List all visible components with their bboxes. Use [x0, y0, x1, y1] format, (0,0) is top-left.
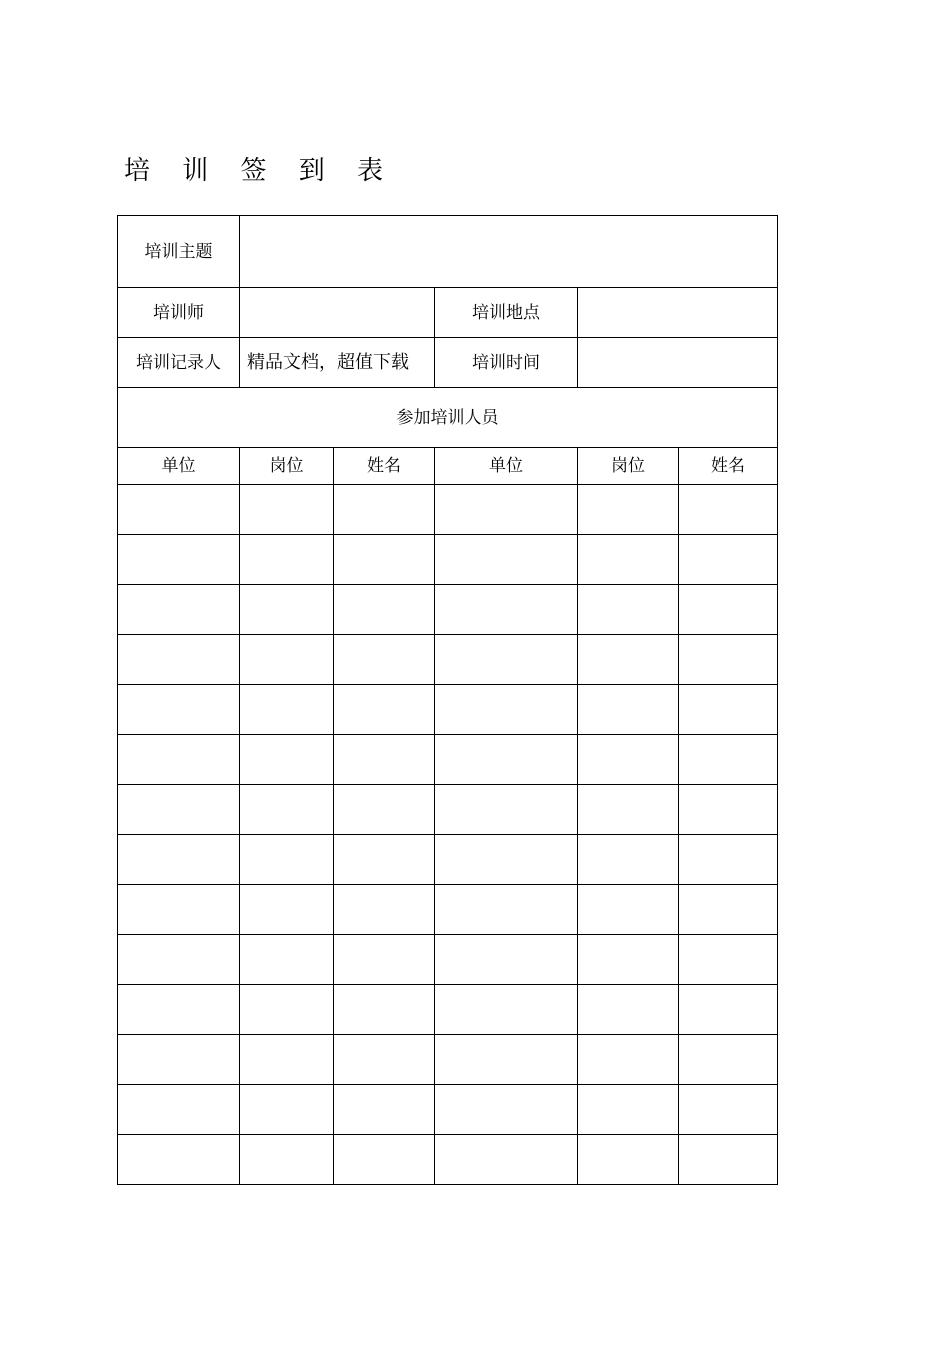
recorder-label: 培训记录人 — [118, 338, 240, 388]
participant-cell[interactable] — [118, 785, 240, 835]
participant-cell[interactable] — [240, 835, 334, 885]
topic-field[interactable] — [240, 216, 778, 288]
participant-cell[interactable] — [118, 585, 240, 635]
participant-cell[interactable] — [578, 1085, 679, 1135]
participants-header-row — [118, 448, 778, 485]
participant-cell[interactable] — [578, 785, 679, 835]
participant-cell[interactable] — [334, 1035, 435, 1085]
participant-cell[interactable] — [578, 835, 679, 885]
participant-cell[interactable] — [435, 685, 578, 735]
column-header: 姓名 — [334, 448, 435, 485]
participant-cell[interactable] — [679, 1035, 778, 1085]
participant-row — [118, 1135, 778, 1185]
participant-cell[interactable] — [240, 785, 334, 835]
participant-cell[interactable] — [435, 1135, 578, 1185]
participant-row — [118, 885, 778, 935]
participant-cell[interactable] — [435, 985, 578, 1035]
participant-row — [118, 935, 778, 985]
participant-row — [118, 685, 778, 735]
participant-cell[interactable] — [118, 485, 240, 535]
participant-cell[interactable] — [435, 485, 578, 535]
participant-row — [118, 985, 778, 1035]
participant-cell[interactable] — [118, 735, 240, 785]
topic-label: 培训主题 — [118, 216, 240, 288]
participant-row — [118, 485, 778, 535]
participant-cell[interactable] — [334, 735, 435, 785]
time-field[interactable] — [578, 338, 778, 388]
participant-cell[interactable] — [679, 735, 778, 785]
column-header: 姓名 — [679, 448, 778, 485]
participant-row — [118, 1085, 778, 1135]
participant-cell[interactable] — [240, 985, 334, 1035]
recorder-row — [118, 338, 778, 388]
participant-cell[interactable] — [118, 635, 240, 685]
participant-cell[interactable] — [435, 635, 578, 685]
participant-cell[interactable] — [679, 685, 778, 735]
participants-heading-row — [118, 388, 778, 448]
participant-cell[interactable] — [578, 535, 679, 585]
participant-cell[interactable] — [679, 1135, 778, 1185]
participant-row — [118, 635, 778, 685]
participant-cell[interactable] — [679, 985, 778, 1035]
participant-cell[interactable] — [679, 635, 778, 685]
sign-in-table — [117, 215, 778, 1185]
column-header: 单位 — [435, 448, 578, 485]
participant-cell[interactable] — [578, 985, 679, 1035]
participant-cell[interactable] — [334, 1085, 435, 1135]
participant-cell[interactable] — [118, 535, 240, 585]
participant-cell[interactable] — [240, 635, 334, 685]
participant-cell[interactable] — [118, 1135, 240, 1185]
trainer-field[interactable] — [240, 288, 435, 338]
participant-cell[interactable] — [435, 1035, 578, 1085]
participant-cell[interactable] — [679, 485, 778, 535]
participant-cell[interactable] — [435, 735, 578, 785]
participant-cell[interactable] — [118, 985, 240, 1035]
participant-cell[interactable] — [578, 485, 679, 535]
trainer-label: 培训师 — [118, 288, 240, 338]
participant-cell[interactable] — [435, 885, 578, 935]
topic-row — [118, 216, 778, 288]
participant-cell[interactable] — [334, 635, 435, 685]
participant-cell[interactable] — [118, 835, 240, 885]
participant-cell[interactable] — [118, 885, 240, 935]
participant-cell[interactable] — [240, 1035, 334, 1085]
participant-cell[interactable] — [435, 835, 578, 885]
participants-heading: 参加培训人员 — [118, 388, 778, 448]
participant-cell[interactable] — [240, 585, 334, 635]
participant-row — [118, 835, 778, 885]
participant-cell[interactable] — [240, 885, 334, 935]
participant-cell[interactable] — [118, 1085, 240, 1135]
participant-cell[interactable] — [334, 485, 435, 535]
participant-cell[interactable] — [679, 535, 778, 585]
participant-row — [118, 785, 778, 835]
participant-cell[interactable] — [334, 835, 435, 885]
participant-cell[interactable] — [679, 585, 778, 635]
time-label: 培训时间 — [435, 338, 578, 388]
participant-cell[interactable] — [435, 785, 578, 835]
participant-row — [118, 585, 778, 635]
participant-cell[interactable] — [578, 685, 679, 735]
participant-cell[interactable] — [578, 635, 679, 685]
participant-cell[interactable] — [679, 935, 778, 985]
participant-cell[interactable] — [240, 535, 334, 585]
participant-row — [118, 1035, 778, 1085]
participant-cell[interactable] — [334, 685, 435, 735]
location-label: 培训地点 — [435, 288, 578, 338]
participant-cell[interactable] — [118, 685, 240, 735]
recorder-field[interactable]: 精品文档，超值下载 — [240, 338, 435, 388]
participant-cell[interactable] — [578, 885, 679, 935]
participant-cell[interactable] — [435, 535, 578, 585]
participant-cell[interactable] — [435, 1085, 578, 1135]
participant-row — [118, 735, 778, 785]
participant-row — [118, 535, 778, 585]
participant-cell[interactable] — [679, 1085, 778, 1135]
trainer-row — [118, 288, 778, 338]
participant-cell[interactable] — [679, 885, 778, 935]
participant-cell[interactable] — [578, 1035, 679, 1085]
participant-cell[interactable] — [240, 1135, 334, 1185]
participant-cell[interactable] — [334, 585, 435, 635]
participant-cell[interactable] — [240, 685, 334, 735]
document-title: 培 训 签 到 表 — [124, 156, 396, 186]
column-header: 岗位 — [240, 448, 334, 485]
participant-cell[interactable] — [118, 935, 240, 985]
participant-cell[interactable] — [578, 585, 679, 635]
participant-cell[interactable] — [334, 935, 435, 985]
participant-cell[interactable] — [334, 535, 435, 585]
participant-cell[interactable] — [240, 735, 334, 785]
participant-cell[interactable] — [240, 935, 334, 985]
participant-cell[interactable] — [435, 935, 578, 985]
participant-cell[interactable] — [240, 1085, 334, 1135]
participant-cell[interactable] — [118, 1035, 240, 1085]
participant-cell[interactable] — [578, 735, 679, 785]
participant-cell[interactable] — [334, 885, 435, 935]
participant-cell[interactable] — [334, 985, 435, 1035]
participant-cell[interactable] — [435, 585, 578, 635]
participant-cell[interactable] — [578, 935, 679, 985]
participant-cell[interactable] — [334, 785, 435, 835]
column-header: 岗位 — [578, 448, 679, 485]
participant-cell[interactable] — [578, 1135, 679, 1185]
column-header: 单位 — [118, 448, 240, 485]
participant-cell[interactable] — [240, 485, 334, 535]
participant-cell[interactable] — [679, 785, 778, 835]
location-field[interactable] — [578, 288, 778, 338]
participant-cell[interactable] — [334, 1135, 435, 1185]
participant-cell[interactable] — [679, 835, 778, 885]
